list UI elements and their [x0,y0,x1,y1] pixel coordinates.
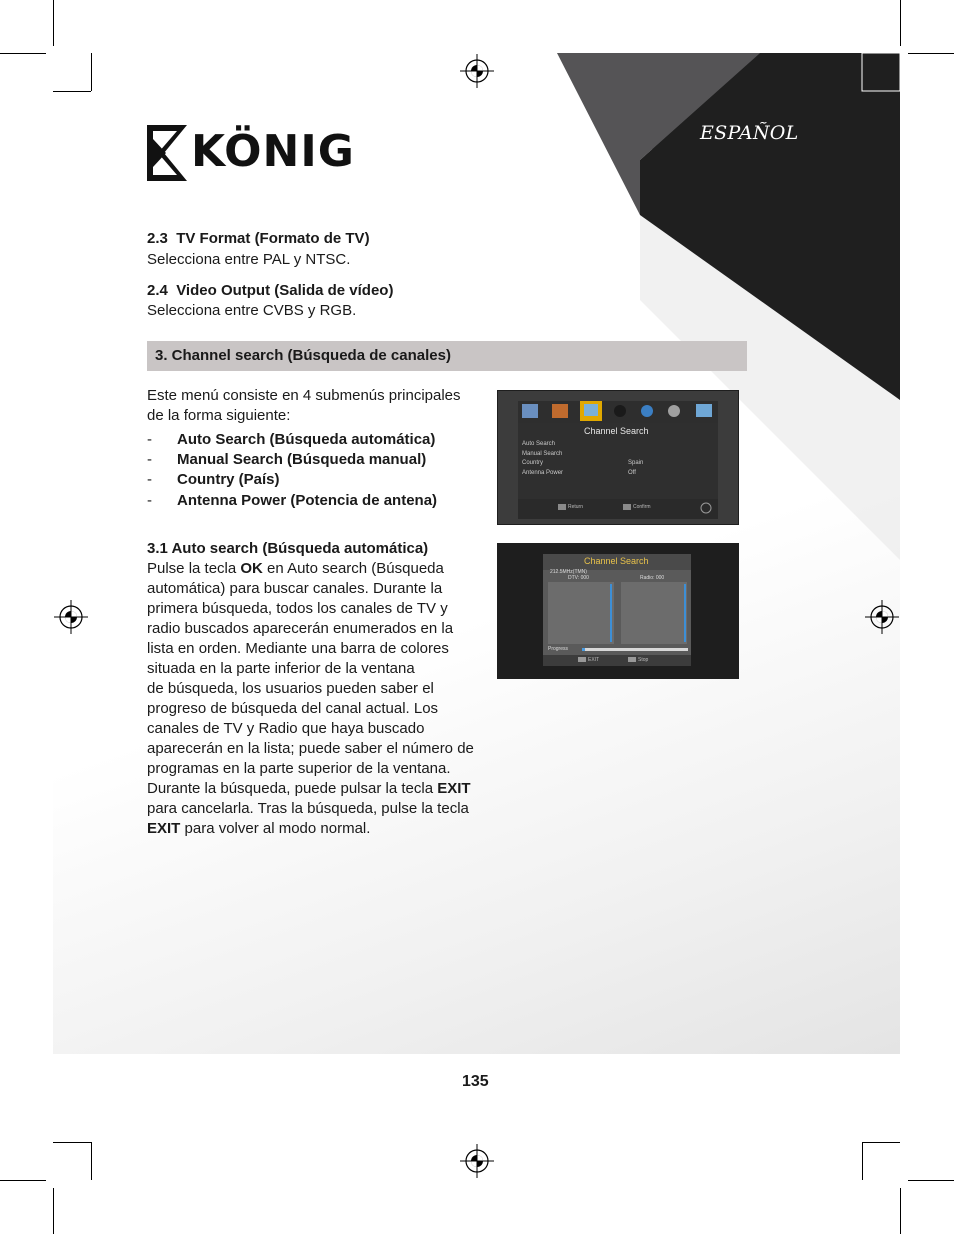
registration-mark-icon [460,1144,494,1178]
section-2-4-heading: 2.4 Video Output (Salida de vídeo) [147,282,394,299]
dtv-count: DTV: 000 [568,575,589,581]
body-text-line: automática) para buscar canales. Durante la [147,580,443,597]
registration-mark-icon [865,600,899,634]
registration-mark-icon [460,54,494,88]
konig-logo-wordmark: KÖNIG [191,126,355,177]
crop-mark [53,1188,54,1234]
body-text-line: EXIT para volver al modo normal. [147,820,371,837]
body-text-line: aparecerán en la lista; puede saber el número de [147,740,474,757]
crop-mark [53,1142,91,1143]
section-3-1-heading: 3.1 Auto search (Búsqueda automática) [147,540,429,557]
menu-row-value: Spain [628,460,644,466]
body-text-line: Durante la búsqueda, puede pulsar la tecla EXIT [147,780,471,797]
screenshot-title: Channel Search [584,556,649,566]
progress-label: Progress [548,646,569,652]
body-text-line: radio buscados aparecerán enumerados en la [147,620,454,637]
language-label: ESPAÑOL [700,122,799,144]
body-text-line: de búsqueda, los usuarios pueden saber el [147,680,434,697]
section-3-1-body [147,559,492,839]
crop-mark [91,53,92,91]
menu-row-label: Auto Search [522,441,556,447]
footer-exit-label: EXIT [588,657,600,663]
list-item: - Auto Search (Búsqueda automática) [147,431,436,448]
crop-mark [862,1142,863,1180]
section-2-4-text: Selecciona entre CVBS y RGB. [147,302,357,319]
progress-bar-fill [582,648,585,651]
konig-logo-icon [147,125,187,181]
frequency-readout: 212.5MHz(TMN) [550,569,587,575]
body-text-line: situada en la parte inferior de la ventana [147,660,415,677]
menu-row-value: Off [628,469,636,476]
body-text-line: canales de TV y Radio que haya buscado [147,720,425,737]
crop-mark [53,91,91,92]
list-item: - Country (País) [147,471,280,488]
footer-return-label: Return [568,504,584,510]
footer-confirm-label: Confirm [633,504,651,510]
section-3-heading-bar: 3. Channel search (Búsqueda de canales) [147,341,747,371]
list-item: - Antenna Power (Potencia de antena) [147,492,438,509]
footer-stop-label: Stop [638,657,649,663]
section-2-3-text: Selecciona entre PAL y NTSC. [147,251,351,268]
crop-mark [900,0,901,46]
crop-mark [0,53,46,54]
menu-row-label: Country [522,460,544,466]
body-text-line: programas en la parte superior de la ventana. [147,760,451,777]
body-text-line: progreso de búsqueda del canal actual. Los [147,700,439,717]
radio-count: Radio: 000 [640,575,665,581]
screenshot-channel-search-menu [497,390,739,525]
body-text-line: primera búsqueda, todos los canales de TV y [147,600,448,617]
crop-mark [91,1142,92,1180]
crop-mark [908,1180,954,1181]
list-item: - Manual Search (Búsqueda manual) [147,451,427,468]
page-number: 135 [462,1073,489,1090]
crop-mark [900,1188,901,1234]
crop-mark [908,53,954,54]
body-text-line: lista en orden. Mediante una barra de colores [147,640,449,657]
section-2-3-heading: 2.3 TV Format (Formato de TV) [147,230,370,247]
body-text-line: para cancelarla. Tras la búsqueda, pulse la tecla [147,800,469,817]
section-3-intro: Este menú consiste en 4 submenús principales de la forma siguiente: [147,387,461,424]
menu-row-label: Manual Search [522,450,563,457]
body-text-line: Pulse la tecla OK en Auto search (Búsqueda [147,560,444,577]
screenshot-channel-search-progress [497,543,739,679]
menu-row-label: Antenna Power [522,469,564,476]
registration-mark-icon [54,600,88,634]
crop-mark [53,0,54,46]
crop-mark [862,1142,900,1143]
screenshot-title: Channel Search [584,426,649,436]
crop-mark [0,1180,46,1181]
